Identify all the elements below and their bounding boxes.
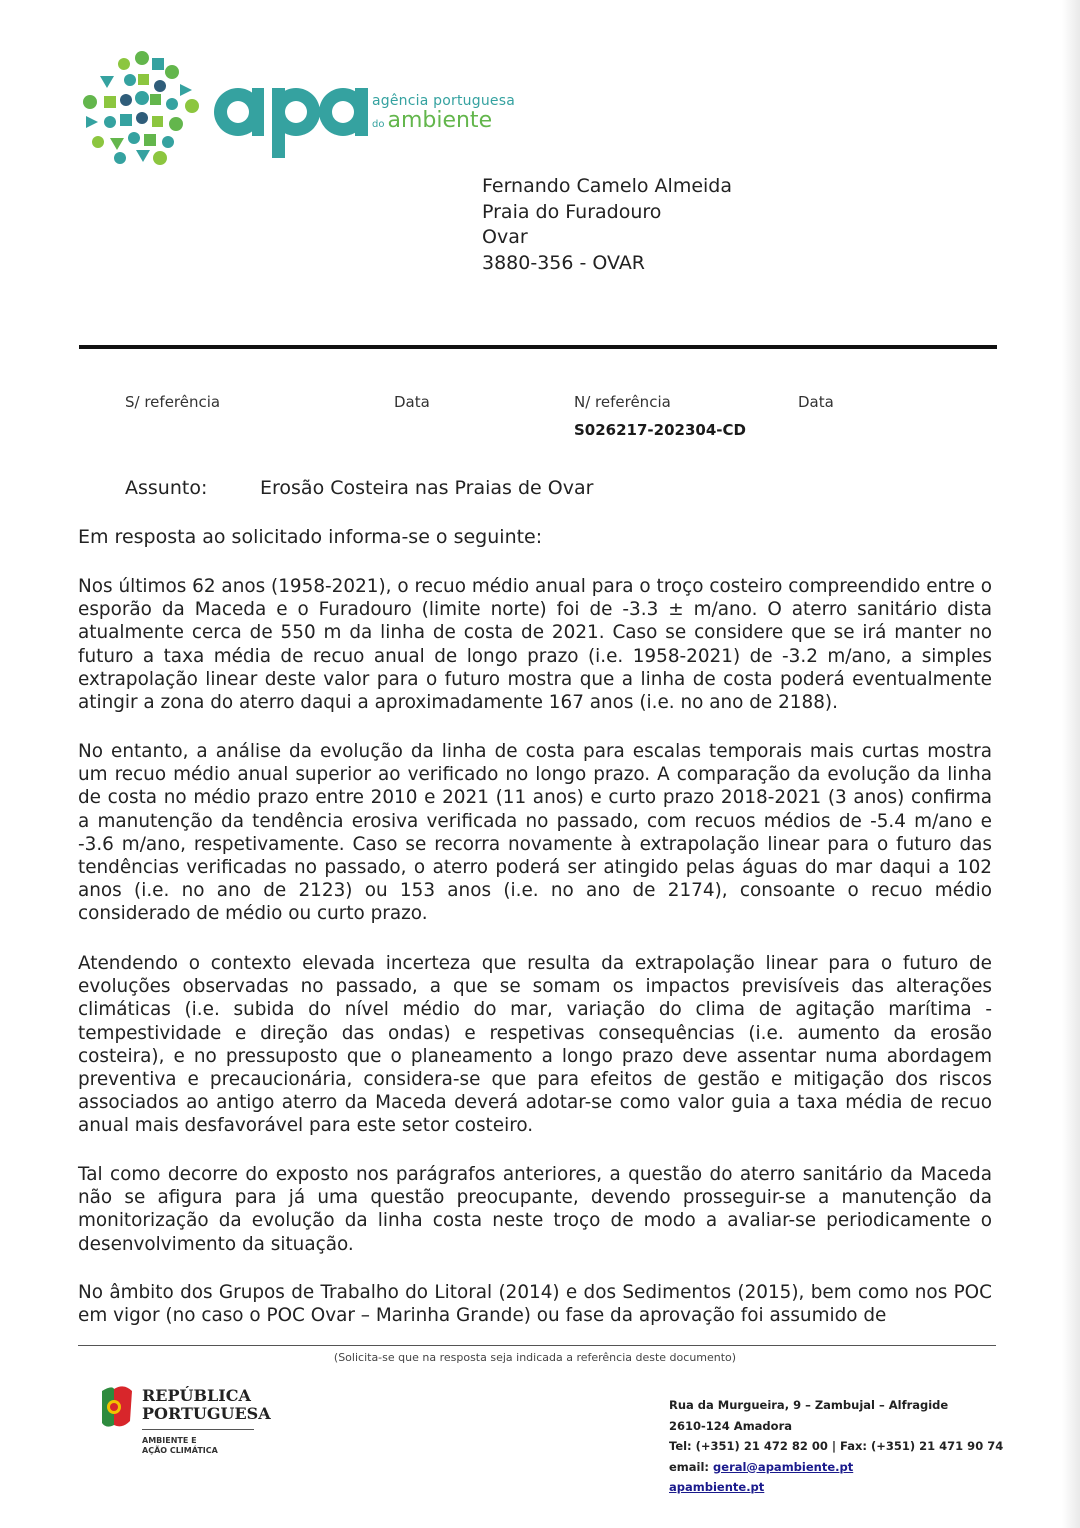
website-link[interactable]: apambiente.pt xyxy=(669,1480,765,1494)
reference-footnote: (Solicita-se que na resposta seja indicada a referência deste documento) xyxy=(333,1351,737,1364)
body-paragraph-4: Tal como decorre do exposto nos parágrafos anteriores, a questão do aterro sanitário da Maceda não se afigura para já uma questão preocupante, devendo prosseguir-se a manutenção da monitorização da evolução da linha costa neste troço de modo a avaliar-se periodicamente o desenvolvimento da situação. xyxy=(78,1164,992,1255)
republica-ministry-line1: AMBIENTE E xyxy=(142,1436,197,1445)
email-label: email: xyxy=(669,1459,714,1474)
address-postal: 2610-124 Amadora xyxy=(669,1418,792,1433)
logo-tagline xyxy=(372,94,515,132)
apa-logo xyxy=(80,46,520,171)
body-paragraph-2: No entanto, a análise da evolução da linha de costa para escalas temporais mais curtas mostra um recuo médio anual superior ao verificado no longo prazo. A comparação da evolução da linha de costa no médio prazo entre 2010 e 2021 (11 anos) e curto prazo 2018-2021 (3 anos) confirma a manutenção da tendência erosiva verificada no passado, com recuos médios de -5.4 m/ano e -3.6 m/ano, respetivamente. Caso se recorra novamente à extrapolação linear para o futuro das tendências verificadas no passado, o aterro poderá ser atingido pelas águas do mar daqui a 102 anos (i.e. no ano de 2123) ou 153 anos (i.e. no ano de 2174), consoante o recuo médio considerado de médio ou curto prazo. xyxy=(78,741,992,925)
republica-ministry xyxy=(142,1436,218,1456)
intro-text: Em resposta ao solicitado informa-se o seguinte: xyxy=(78,526,543,548)
subject-text: Erosão Costeira nas Praias de Ovar xyxy=(260,477,594,499)
recipient-line4: 3880-356 - OVAR xyxy=(482,251,646,274)
republica-divider xyxy=(142,1429,254,1430)
page-edge-shadow xyxy=(1062,0,1080,1528)
republica-ministry-line2: AÇÃO CLIMÁTICA xyxy=(142,1446,218,1455)
your-reference-label: S/ referência xyxy=(125,393,221,411)
recipient-name: Fernando Camelo Almeida xyxy=(482,175,733,197)
recipient-line2: Praia do Furadouro xyxy=(482,200,662,223)
our-reference-value: S026217-202304-CD xyxy=(574,421,746,439)
subject-label: Assunto: xyxy=(125,477,208,499)
logo-tagline-prefix: do xyxy=(372,119,385,130)
recipient-address xyxy=(482,174,732,276)
date-label-2: Data xyxy=(798,393,834,411)
address-phone: Tel: (+351) 21 472 82 00 | Fax: (+351) 21 471 90 74 xyxy=(669,1439,1004,1453)
apa-logo-emblem xyxy=(80,46,370,171)
address-street: Rua da Murgueira, 9 – Zambujal – Alfragide xyxy=(669,1398,949,1412)
logo-tagline-line1: agência portuguesa xyxy=(372,93,515,109)
our-reference-label: N/ referência xyxy=(574,393,671,411)
email-link[interactable]: geral@apambiente.pt xyxy=(713,1459,854,1474)
footer-divider xyxy=(78,1345,996,1346)
logo-tagline-line2 xyxy=(372,110,515,132)
contact-address xyxy=(669,1395,1003,1498)
body-paragraph-1: Nos últimos 62 anos (1958-2021), o recuo médio anual para o troço costeiro compreendido entre o esporão da Maceda e o Furadouro (limite norte) foi de -3.3 ± m/ano. O aterro sanitário dista atualmente cerca de 550 m da linha de costa de 2021. Caso se considere que se irá manter no futuro a taxa média de recuo anual de longo prazo (i.e. 1958-2021) de -3.2 m/ano, a simples extrapolação linear deste valor para o futuro mostra que a linha de costa poderá eventualmente atingir a zona do aterro daqui a aproximadamente 167 anos (i.e. no ano de 2188). xyxy=(78,576,992,714)
republica-line2: PORTUGUESA xyxy=(142,1404,271,1423)
body-paragraph-3: Atendendo o contexto elevada incerteza que resulta da extrapolação linear para o futuro de evoluções observadas no passado, a que se somam os impactos previsíveis das alterações climáticas (i.e. subida do nível médio do mar, variação do clima de agitação marítima - tempestividade e direção das ondas) e respetivas consequências (i.e. aumento da erosão costeira), e no pressuposto que o planeamento a longo prazo deve assentar numa abordagem preventiva e precaucionária, considera-se que para efeitos de gestão e mitigação dos riscos associados ao antigo aterro da Maceda deverá adotar-se como valor guia a taxa média de recuo anual mais desfavorável para este setor costeiro. xyxy=(78,953,992,1137)
address-email-line xyxy=(669,1457,1003,1478)
body-paragraph-5: No âmbito dos Grupos de Trabalho do Litoral (2014) e dos Sedimentos (2015), bem como nos POC em vigor (no caso o POC Ovar – Marinha Grande) ou fase da aprovação foi assumido de xyxy=(78,1282,992,1327)
recipient-line3: Ovar xyxy=(482,226,528,248)
republica-line1: REPÚBLICA xyxy=(142,1386,251,1405)
republica-name xyxy=(142,1387,271,1423)
logo-tagline-word: ambiente xyxy=(387,108,493,133)
header-divider xyxy=(79,345,997,349)
address-website-line xyxy=(669,1477,1003,1498)
date-label-1: Data xyxy=(394,393,430,411)
republica-portuguesa-logo xyxy=(98,1385,318,1465)
portugal-flag-icon xyxy=(98,1385,134,1429)
